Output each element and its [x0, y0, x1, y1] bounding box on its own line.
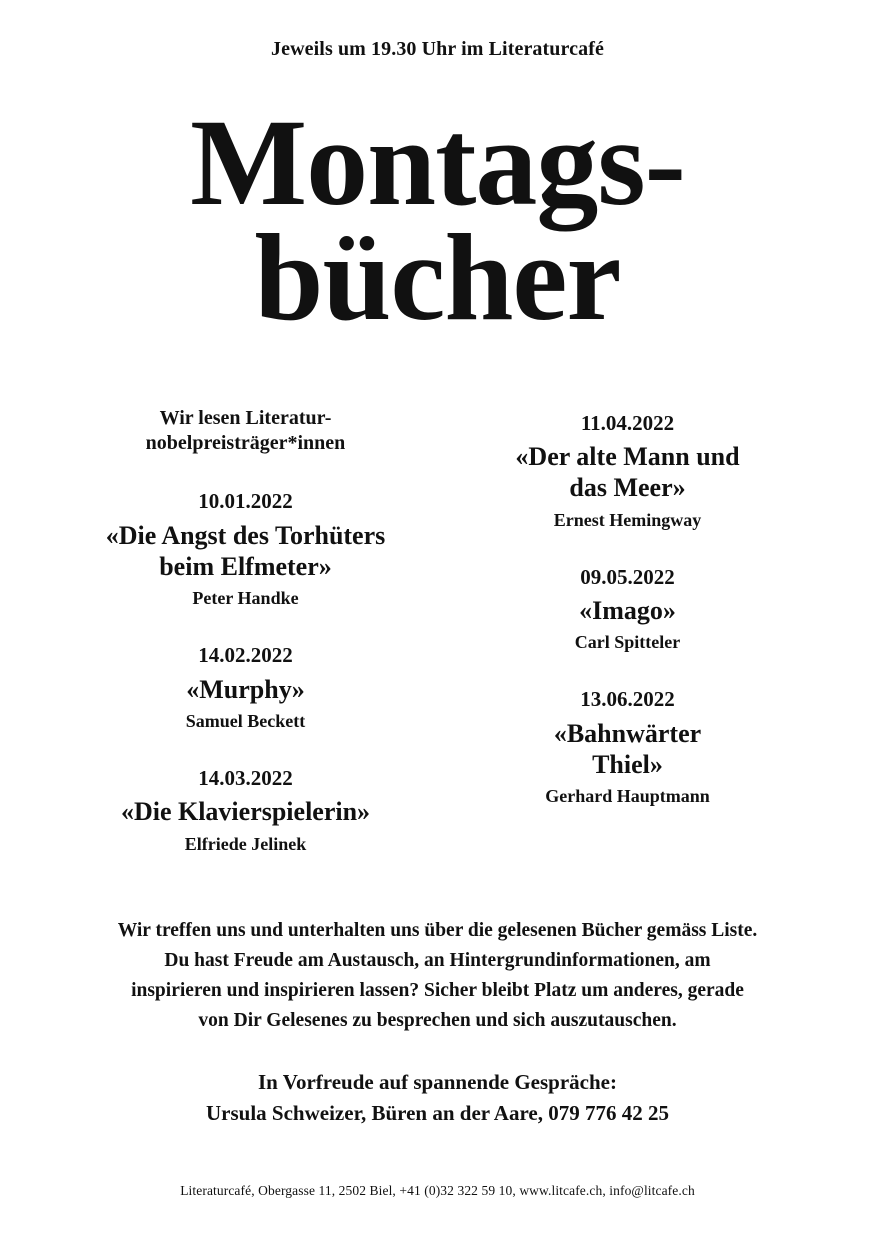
description-text	[60, 916, 815, 1037]
list-item	[66, 763, 425, 858]
event-title	[450, 718, 805, 780]
event-title-line-1: «Die Klavierspielerin»	[120, 797, 371, 827]
event-author: Ernest Hemingway	[553, 509, 702, 530]
event-title-line-1: «Der alte Mann und	[515, 442, 740, 472]
event-title-line-1: «Imago»	[579, 596, 676, 625]
poster-kicker: Jeweils um 19.30 Uhr im Literaturcafé	[271, 38, 604, 60]
list-item	[450, 408, 805, 534]
event-date: 10.01.2022	[198, 489, 293, 514]
contact-line-2: Ursula Schweizer, Büren an der Aare, 079 776 42 25	[206, 1101, 669, 1126]
event-title-line-2: das Meer»	[569, 473, 686, 503]
event-author: Gerhard Hauptmann	[545, 786, 710, 807]
description-line-3: inspirieren und inspirieren lassen? Sicher bleibt Platz um anderes, gerade	[131, 980, 744, 1002]
reading-theme	[66, 406, 425, 457]
title-line-2: bücher	[254, 209, 621, 347]
program-columns	[60, 406, 815, 886]
event-date: 09.05.2022	[580, 564, 675, 589]
description-line-2: Du hast Freude am Austausch, an Hintergrundinformationen, am	[164, 949, 711, 971]
event-title	[450, 441, 805, 503]
description-line-4: von Dir Gelesenes zu besprechen und sich auszutauschen.	[198, 1010, 677, 1032]
event-title-line-2: Thiel»	[592, 749, 663, 779]
event-date: 14.02.2022	[198, 643, 293, 668]
event-title	[66, 520, 425, 582]
event-date: 11.04.2022	[580, 410, 675, 435]
page-title	[60, 94, 815, 347]
event-title-line-1: «Murphy»	[186, 674, 305, 704]
description-line-1: Wir treffen uns und unterhalten uns über die gelesenen Bücher gemäss Liste.	[117, 919, 758, 941]
event-title-line-1: «Bahnwärter	[553, 718, 702, 748]
list-item	[66, 640, 425, 735]
program-column-left	[60, 406, 425, 886]
program-column-right	[450, 406, 815, 886]
list-item	[450, 562, 805, 657]
event-author: Carl Spitteler	[574, 632, 681, 653]
event-date: 14.03.2022	[198, 765, 293, 790]
contact-line-1: In Vorfreude auf spannende Gespräche:	[258, 1069, 617, 1094]
event-title	[450, 595, 805, 626]
event-title-line-2: beim Elfmeter»	[159, 552, 332, 582]
event-title	[66, 674, 425, 705]
footer-venue-info: Literaturcafé, Obergasse 11, 2502 Biel, +41 (0)32 322 59 10, www.litcafe.ch, info@litcafe.ch	[180, 1183, 695, 1198]
event-date: 13.06.2022	[580, 687, 675, 712]
event-title	[66, 796, 425, 827]
title-line-1: Montags-	[190, 94, 685, 231]
list-item	[66, 486, 425, 612]
contact-block	[60, 1067, 815, 1130]
reading-theme-line-1: Wir lesen Literatur-	[159, 406, 332, 429]
list-item	[450, 684, 805, 810]
event-title-line-1: «Die Angst des Torhüters	[105, 520, 386, 550]
event-author: Samuel Beckett	[185, 710, 306, 731]
event-author: Elfriede Jelinek	[184, 833, 307, 854]
event-author: Peter Handke	[192, 588, 299, 609]
reading-theme-line-2: nobelpreisträger*innen	[145, 432, 346, 455]
